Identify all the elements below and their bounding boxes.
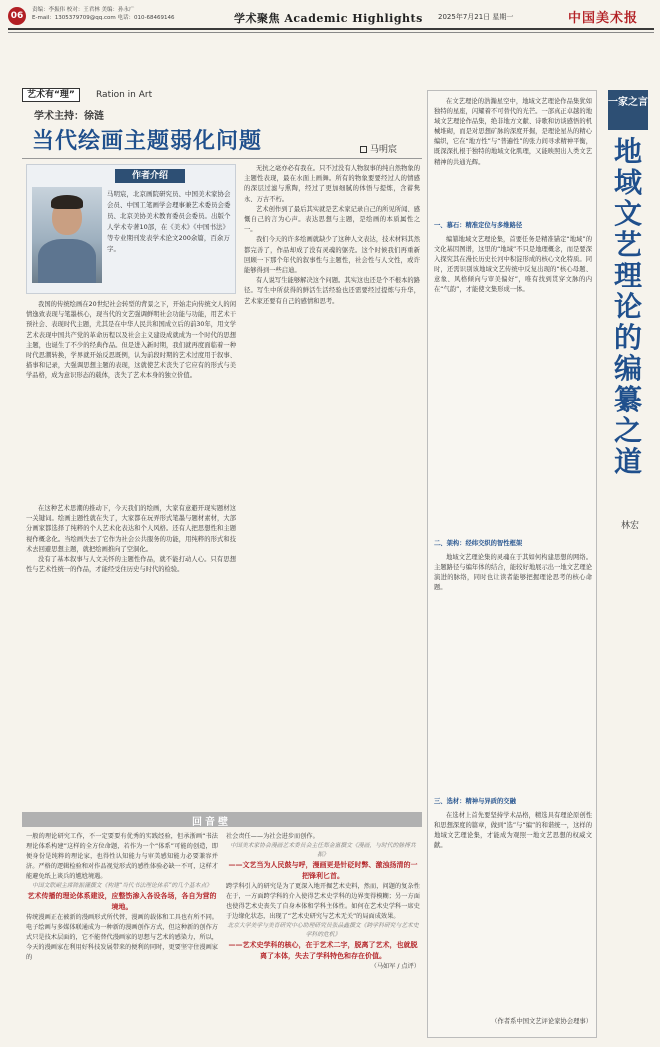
author-name: 马明宸	[370, 145, 398, 155]
echo-text: 一般的理论研究工作，不一定要要有优秀的实践经验，但承浙画“书法理论体系构建”这样的全方位命题，若作为一个“体系”可能的创造，即便身份是纯粹的理论家，也得性认知能力与审美感知能力必要兼容并济。严格的逻辑检验和对作品视觉形式的感性体验必缺一不可，这样才能避免纸上谈兵的尴尬境遇。	[26, 833, 218, 880]
echo-comment: ——艺术史学科的核心，在于艺术二字，脱离了艺术，也就脱离了本体，失去了学科特色和存在价值。	[228, 941, 418, 960]
echo-text: 跨学科引入的研究是为了更深入地开掘艺术史料，然而，问题的复杂性在于，一方面跨学科的介入使得艺术史学科的边界变得模糊；另一方面也使得艺术史丧失了自身本体和学科主体性。如何在艺术史学科一席史于边缘化状态，出现了“艺术史研究与艺术无关”的局面成效果。	[226, 883, 420, 920]
article-paragraph: 我们今天的许多绘画就缺少了这种人文表达，技术材料其然都完善了，作品却成了没有灵魂的躯壳。这个时候我们再重新回顾一下那个年代的叙事性与主题性，社会性与人文性，或许能够得到一些启迪。	[244, 236, 420, 275]
article-author	[360, 142, 397, 155]
right-subhead2: 二、架构：经纬交织的智性框架	[434, 540, 523, 547]
right-title-block	[602, 90, 654, 531]
column-tag-main: 艺术有“理”	[22, 88, 80, 102]
right-signature: （作者系中国文艺评论家协会理事）	[491, 1018, 592, 1025]
newspaper-page	[8, 4, 654, 1042]
echo-text: 社会责任——为社会进步而创作。	[226, 833, 319, 840]
echo-wall-bar	[22, 812, 422, 827]
issue-date: 2025年7月21日 星期一	[438, 13, 514, 21]
photo-hair	[51, 195, 83, 209]
author-photo	[32, 187, 102, 283]
echo-wall-section	[22, 812, 422, 1042]
column-tag	[22, 88, 172, 102]
author-square-icon	[360, 146, 367, 153]
right-para1: 在文艺理论的浩瀚星空中，地域文艺理论作品集犹如独特的星座，闪耀着不可替代的光芒。一部真正卓越的地域文艺理论作品集，绝非地方文献、诗歌和访谈感悟的机械堆砌，而是对思想矿脉的深度开掘，是理论星丛的精心编织，它在“地方性”与“普遍性”的张力间寻求精神平衡，既深深扎根于独特的地域文化肌理，又能映照出人类文艺精神的共通光辉。	[434, 98, 592, 166]
article-title: 当代绘画主题弱化问题	[32, 129, 263, 154]
echo-comment: ——文艺当为人民鼓与呼，漫画更是针砭时弊、激浊扬清的一把锋利匕首。	[228, 861, 418, 880]
article-col1	[26, 300, 236, 500]
title-rule	[22, 158, 422, 159]
credits	[32, 6, 232, 22]
article-paragraph: 有人说写生能够解决这个问题。其实这也还是个不根本的路径。写生中所获得的鲜活生活经验也还需要经过提炼与升华，艺术家还要有自己的感情和思考。	[244, 277, 420, 305]
article-paragraph: 没有了基本叙事与人文关怀的主题性作品，就不能打动人心。只有思想性与艺术性统一的作品，才能经受住历史与时代的检验。	[26, 556, 236, 574]
header-rule	[8, 32, 654, 33]
article-paragraph: 在这种艺术思潮的推动下，今天我们的绘画，大家有意避开现实题材这一关键词。绘画主题性就在失了，大家都在玩弄形式笔墨与题材素材，大部分画家都选择了纯粹的个人艺术化表达和个人风格。还有人把思想性和主题视作概念化。当绘画失去了它作为社会公共服务的功能，用纯粹的形式和技术去回避思想主题，就把绘画推向了空洞化。	[26, 505, 236, 553]
author-bio-box	[26, 164, 236, 294]
echo-source: 中国文联副主席陈振濂撰文《构建“当代书法理论体系”的几个基本点》	[32, 883, 212, 889]
page-header	[8, 4, 654, 30]
right-para3: 地域文艺理论集的灵魂在于其如何构建思想的网络。主题路径与编年体的结合，能较好地展示出一地文艺理论演进的脉络，同时也让读者能够把握理论思考的核心命题。	[434, 554, 592, 592]
section-title: 学术聚焦 Academic Highlights	[234, 12, 423, 25]
article-paragraph: 无抗之毫亦必有我在。只不过没有人物叙事的纯自然物象的主题性表现，最在水面上画舞。所有的物象要要经过人的情感的深层过滤与熏陶，经过了更加细腻的体悟与提炼，含蓄隽永、万古不朽。	[244, 165, 420, 203]
echo-wall-title: 回音壁	[192, 817, 231, 828]
academic-host: 学术主持：徐涟	[34, 111, 104, 122]
echo-text: 传统漫画正在被新的漫画形式所代替，漫画的载体和工具也有所不同。电子绘画与多媒体联通成为一种新的漫画创作方式，但这种新的创作方式只是技术层面的，它不能替代漫画家的思想与艺术的感染力，所以，今天的漫画家在利用好科技发展带来的便利的同时，更要坚守住漫画家的	[26, 914, 218, 961]
echo-signature: （马如军 / 点评）	[370, 963, 420, 970]
article-col3	[244, 164, 420, 804]
echo-source: 北京大学美学与美育研究中心助理研究员张品鑫撰文《跨学科研究与艺术史学科的危机》	[227, 923, 419, 938]
photo-shirt	[38, 239, 96, 283]
credits-contact: E-mail：1305379709@qq.com 电话：010-68469146	[32, 15, 175, 21]
article-paragraph: 艺术创作到了最后其实就是艺术家记录自己的所见所闻、感慨自己的言为心声。表达思想与主题，是绘画的本质属性之一。	[244, 205, 420, 234]
echo-wall-col2	[226, 832, 420, 1040]
yijiazhiyan-badge: 一家之言	[608, 90, 648, 130]
bio-text: 马明宸，北京画院研究员、中国美术家协会会员、中国工笔画学会理事兼艺术委员会委员、北京美协美术教育委员会委员。出版个人学术专著10部，在《美术》《中国书法》等专业期刊发表学术论文200余篇，百余万字。	[107, 190, 231, 253]
right-subhead1: 一、慕石：精准定位与多维路径	[434, 222, 523, 229]
masthead-logo: 中国美术报	[568, 11, 639, 26]
credits-editors: 责编：李振伟 校对：王君林 美编：孙永广	[32, 7, 135, 13]
right-para4: 在选材上首先要坚持学术品格，精选具有理论原创性和思想深度的篇章，做到“选”与“编”的和谐统一，这样的地域文艺理论集，才能成为观照一地文艺思想的权威文献。	[434, 812, 592, 850]
right-article	[427, 90, 597, 1038]
echo-source: 中国美术家协会漫画艺术委员会主任郑金富撰文《漫画，与时代的脉搏共振》	[230, 843, 416, 858]
bio-heading: 作者介绍	[115, 169, 185, 183]
right-title: 地域文艺理论的编纂之道	[613, 135, 642, 478]
echo-wall-col1	[26, 832, 218, 1040]
article-col2	[26, 504, 236, 804]
article-paragraph: 我国的传统绘画在20世纪社会转型的背景之下，开始走向传统文人的闲情逸致表现与笔墨核心，现当代的文艺强调鲜明社会功能与功能，用艺术干预社会、表现时代主题，尤其是在中华人民共和国成立后的前30年，用文学艺术表现中国共产党的革命历程以及社会主义建设成就成为一个时代的思想主题，也诞生了不少的经典作品。但是进入新时期，我们就再度面临着一种时代思潮转换，学界就开始反思既例，认为前段时期的艺术过度用于叙事、描事和记录，大强调思想主题的表现，这就使艺术丧失了它应有的形式与美学品格，成为意识形态的载体，丧失了艺术本身的独立价值。	[26, 301, 236, 380]
echo-comment: 艺术传播的理论体系建设，应整饬渗入各设各场，各自为营的境地。	[27, 892, 217, 911]
right-subhead3: 三、选材：精神与异质的交融	[434, 798, 516, 805]
column-tag-sub: Ration in Art	[96, 90, 153, 100]
right-author: 林宏	[620, 521, 639, 531]
page-number: 06	[8, 7, 26, 25]
right-para2: 编纂地域文艺理论集，首要任务是精准锚定“地域”的文化基因图谱，这里的“地域”不只是地理概念，而是要深入探究其在漫长历史长河中积淀形成的核心文化特质。同时，还需识别该地域文艺传统中反复出现的“核心母题、意象、风格倾向与审美偏好”，唯有找到贯穿文脉的内在“气韵”，才能使文集形成一体。	[434, 236, 592, 294]
